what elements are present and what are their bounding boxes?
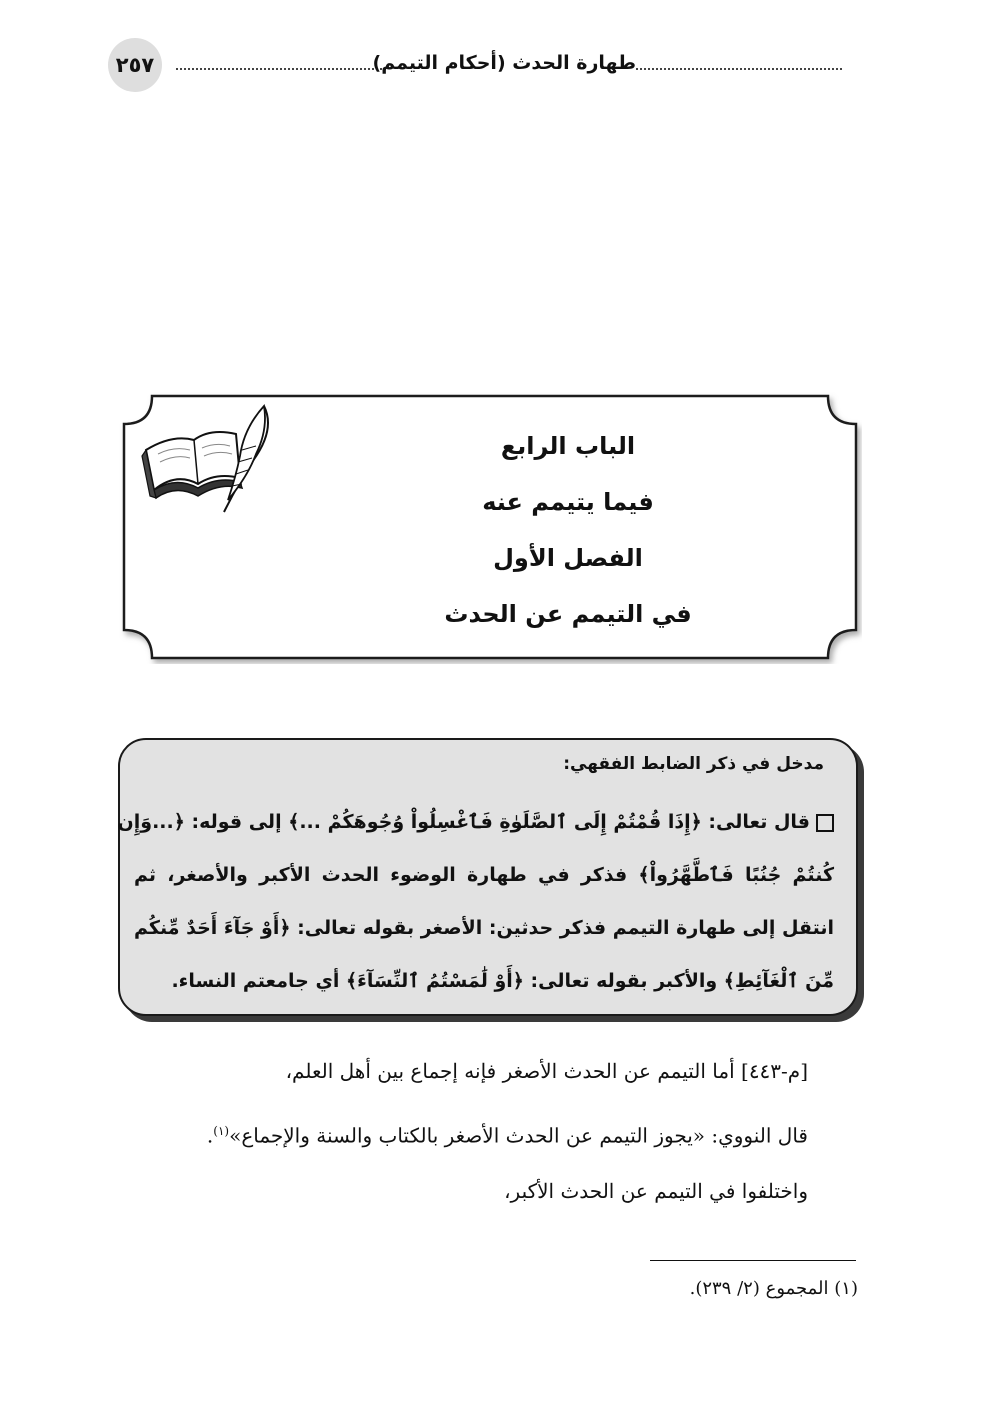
intro-line-4: مِّنَ ٱلْغَآئِطِ﴾ والأكبر بقوله تعالى: ﴿أَوْ لَٰمَسْتُمُ ٱلنِّسَآءَ﴾ أي جامعتم النساء. bbox=[171, 970, 834, 992]
intro-line-3: انتقل إلى طهارة التيمم فذكر حدثين: الأصغر بقوله تعالى: ﴿أَوْ جَآءَ أَحَدٌ مِّنكُم bbox=[134, 917, 834, 939]
footnote-number: (١) bbox=[834, 1278, 858, 1299]
chapter-part-subtitle: فيما يتيمم عنه bbox=[482, 488, 654, 516]
running-header bbox=[108, 38, 844, 98]
footnote-ref-1: (١) bbox=[213, 1124, 230, 1138]
header-dotted-leader-right bbox=[636, 68, 842, 70]
intro-heading: مدخل في ذكر الضابط الفقهي: bbox=[563, 754, 824, 774]
footnote-text: المجموع (٢/ ٢٣٩). bbox=[689, 1278, 829, 1299]
chapter-part-title: الباب الرابع bbox=[500, 432, 636, 460]
header-dotted-leader-left bbox=[176, 68, 386, 70]
running-title: طهارة الحدث (أحكام التيمم) bbox=[372, 52, 636, 74]
footnote-separator bbox=[650, 1260, 856, 1261]
body-paragraph bbox=[108, 1046, 808, 1226]
section-subtitle: في التيمم عن الحدث bbox=[444, 600, 692, 628]
intro-line-1-text: قال تعالى: ﴿إِذَا قُمْتُمْ إِلَى ٱلصَّلَوٰةِ فَٱغْسِلُواْ وُجُوهَكُمْ ...﴾ إلى قوله: ﴿...وَإِن bbox=[117, 811, 810, 833]
intro-callout-box bbox=[118, 738, 858, 1016]
chapter-title-frame bbox=[118, 392, 862, 664]
intro-line-1 bbox=[117, 796, 834, 849]
body-line-3: واختلفوا في التيمم عن الحدث الأكبر، bbox=[504, 1179, 808, 1203]
body-line-2 bbox=[108, 1106, 808, 1166]
square-bullet-icon bbox=[816, 814, 834, 832]
footnote-1 bbox=[690, 1278, 858, 1299]
body-line-2-text: قال النووي: «يجوز التيمم عن الحدث الأصغر بالكتاب والسنة والإجماع» bbox=[229, 1123, 808, 1148]
page-number: ٢٥٧ bbox=[108, 38, 162, 92]
open-book-with-quill-icon bbox=[132, 400, 282, 520]
intro-paragraph bbox=[117, 796, 834, 1008]
intro-line-2: كُنتُمْ جُنُبًا فَٱطَّهَّرُواْ﴾ فذكر في طهارة الوضوء الحدث الأكبر والأصغر، ثم bbox=[134, 864, 834, 886]
body-line-2-end: . bbox=[206, 1123, 214, 1148]
section-title: الفصل الأول bbox=[493, 544, 643, 572]
chapter-heading-block bbox=[318, 418, 818, 642]
body-line-1: [م-٤٤٣] أما التيمم عن الحدث الأصغر فإنه إجماع بين أهل العلم، bbox=[285, 1059, 808, 1083]
intro-box-body bbox=[118, 738, 858, 1016]
